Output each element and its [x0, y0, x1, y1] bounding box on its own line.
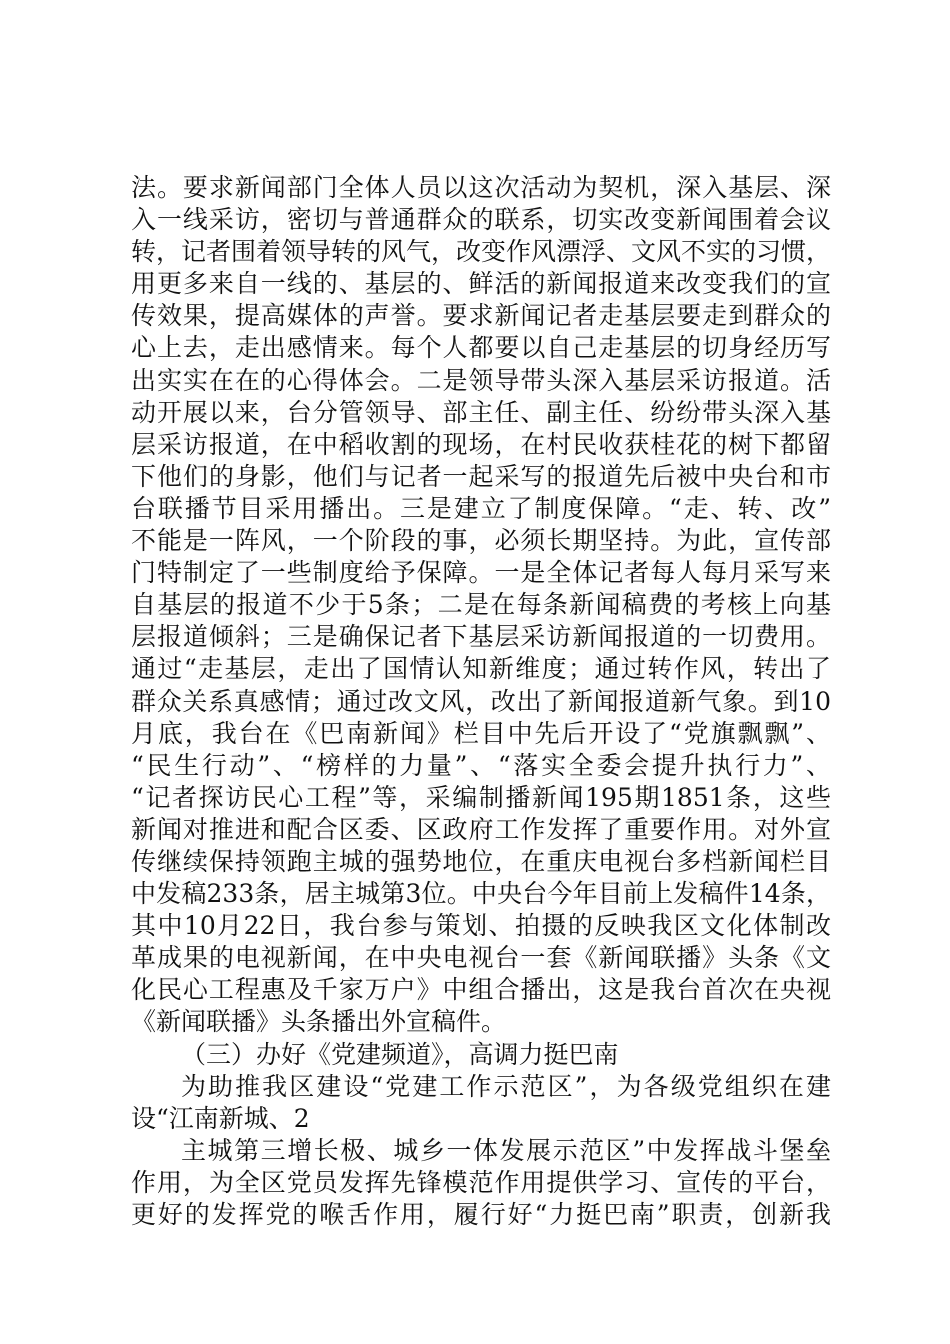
text-line: 层报道倾斜；三是确保记者下基层采访新闻报道的一切费用。	[131, 622, 831, 652]
text-line: 动开展以来，台分管领导、部主任、副主任、纷纷带头深入基	[131, 397, 831, 427]
text-line: 门特制定了一些制度给予保障。一是全体记者每人每月采写来	[131, 558, 831, 588]
text-line: 用更多来自一线的、基层的、鲜活的新闻报道来改变我们的宣	[131, 269, 831, 299]
text-line: 下他们的身影，他们与记者一起采写的报道先后被中央台和市	[131, 461, 831, 491]
text-line: 传继续保持领跑主城的强势地位，在重庆电视台多档新闻栏目	[131, 846, 831, 876]
text-line: 化民心工程惠及千家万户》中组合播出，这是我台首次在央视	[131, 975, 831, 1005]
text-line: 主城第三增长极、城乡一体发展示范区”中发挥战斗堡垒	[181, 1135, 831, 1165]
text-line: 层采访报道，在中稻收割的现场，在村民收获桂花的树下都留	[131, 429, 831, 459]
text-line: “记者探访民心工程”等，采编制播新闻195期1851条，这些	[131, 782, 831, 812]
text-line: 心上去，走出感情来。每个人都要以自己走基层的切身经历写	[131, 333, 831, 363]
text-line: 设“江南新城、2	[131, 1103, 310, 1133]
text-line: 革成果的电视新闻，在中央电视台一套《新闻联播》头条《文	[131, 943, 831, 973]
text-line: （三）办好《党建频道》，高调力挺巴南	[181, 1039, 619, 1069]
text-line: 不能是一阵风，一个阶段的事，必须长期坚持。为此，宣传部	[131, 526, 831, 556]
text-line: 出实实在在的心得体会。二是领导带头深入基层采访报道。活	[131, 365, 831, 395]
text-line: 中发稿233条，居主城第3位。中央台今年目前上发稿件14条，	[131, 879, 831, 909]
text-line: 入一线采访，密切与普通群众的联系，切实改变新闻围着会议	[131, 205, 831, 235]
text-line: 作用，为全区党员发挥先锋模范作用提供学习、宣传的平台，	[131, 1167, 831, 1197]
text-line: 群众关系真感情；通过改文风，改出了新闻报道新气象。到10	[131, 686, 831, 716]
text-line: 更好的发挥党的喉舌作用，履行好“力挺巴南”职责，创新我	[131, 1200, 831, 1229]
text-line: 台联播节目采用播出。三是建立了制度保障。“走、转、改”	[131, 493, 831, 523]
text-line: 法。要求新闻部门全体人员以这次活动为契机，深入基层、深	[131, 173, 831, 202]
text-line: “民生行动”、“榜样的力量”、“落实全委会提升执行力”、	[131, 750, 831, 780]
text-line: 月底，我台在《巴南新闻》栏目中先后开设了“党旗飘飘”、	[131, 718, 831, 748]
body-text	[131, 172, 831, 1231]
text-line: 转，记者围着领导转的风气，改变作风漂浮、文风不实的习惯，	[131, 237, 831, 267]
text-line: 其中10月22日，我台参与策划、拍摄的反映我区文化体制改	[131, 911, 831, 941]
text-line: 《新闻联播》头条播出外宣稿件。	[131, 1007, 507, 1037]
text-line: 传效果，提高媒体的声誉。要求新闻记者走基层要走到群众的	[131, 301, 831, 331]
text-line: 自基层的报道不少于5条；二是在每条新闻稿费的考核上向基	[131, 590, 831, 620]
text-line: 新闻对推进和配合区委、区政府工作发挥了重要作用。对外宣	[131, 814, 831, 844]
text-line: 为助推我区建设“党建工作示范区”，为各级党组织在建	[181, 1071, 831, 1101]
text-line: 通过“走基层，走出了国情认知新维度；通过转作风，转出了	[131, 654, 831, 684]
